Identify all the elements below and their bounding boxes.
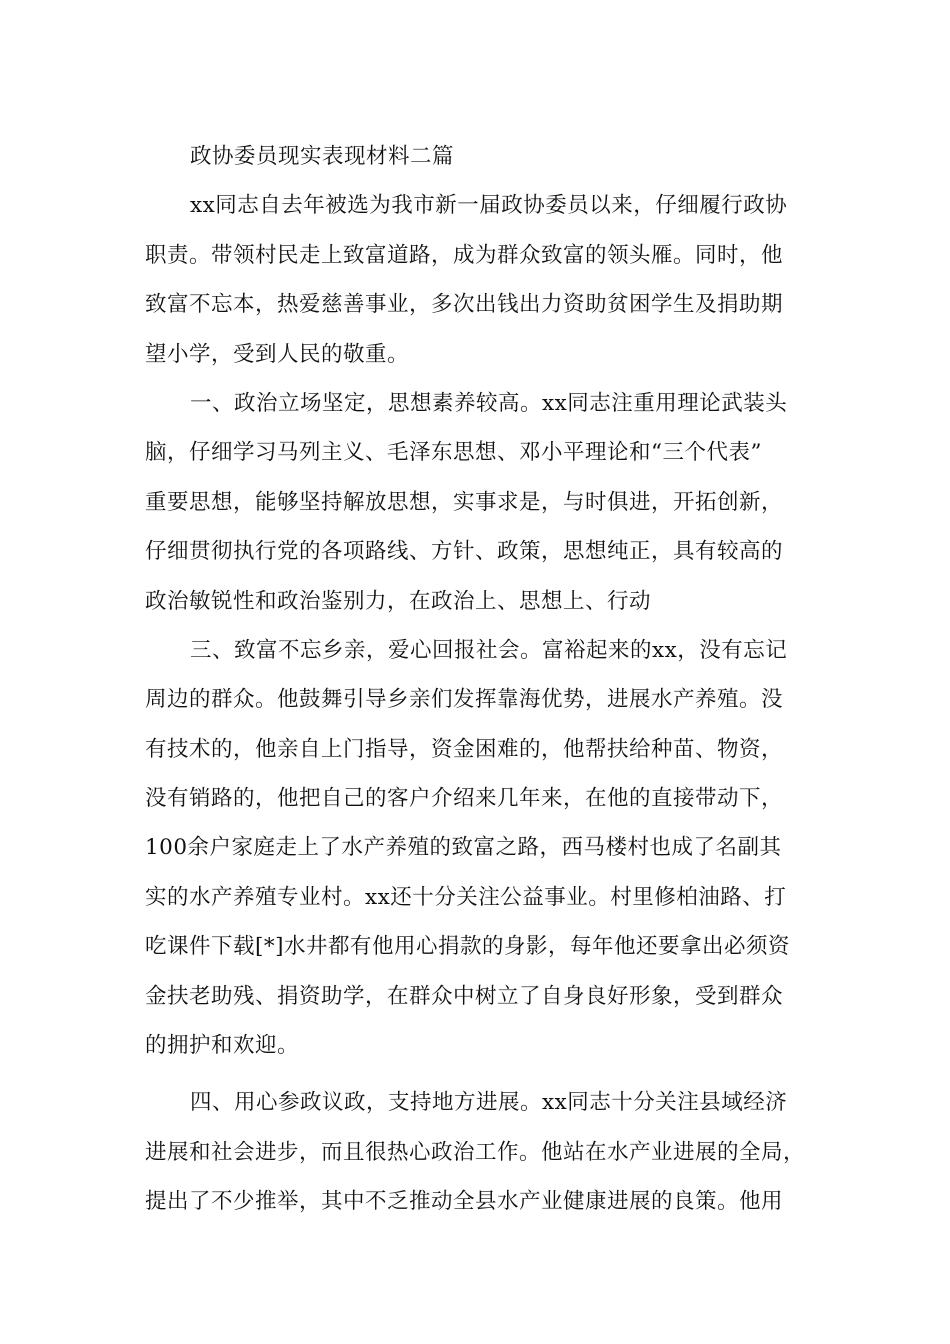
paragraph-line: 四、用心参政议政，支持地方进展。xx同志十分关注县域经济 [190, 1090, 788, 1116]
paragraph-line: 吃课件下载[*]水井都有他用心捐款的身影，每年他还要拿出必须资 [145, 934, 791, 960]
paragraph-line: 脑，仔细学习马列主义、毛泽东思想、邓小平理论和“三个代表” [145, 440, 762, 466]
paragraph-line: xx同志自去年被选为我市新一届政协委员以来，仔细履行政协 [190, 193, 788, 219]
paragraph-line: 的拥护和欢迎。 [145, 1033, 300, 1059]
paragraph-intro [145, 181, 827, 379]
document-title: 政协委员现实表现材料二篇 [190, 144, 455, 169]
paragraph-line: 三、致富不忘乡亲，爱心回报社会。富裕起来的xx，没有忘记 [190, 637, 788, 663]
paragraph-line: 一、政治立场坚定，思想素养较高。xx同志注重用理论武装头 [190, 390, 788, 416]
paragraph-line: 100余户家庭走上了水产养殖的致富之路，西马楼村也成了名副其 [145, 835, 782, 861]
paragraph-line: 提出了不少推举，其中不乏推动全县水产业健康进展的良策。他用 [145, 1189, 784, 1215]
paragraph-line: 没有销路的，他把自己的客户介绍来几年来，在他的直接带动下， [145, 786, 784, 812]
paragraph-participation [145, 1078, 827, 1226]
paragraph-line: 金扶老助残、捐资助学，在群众中树立了自身良好形象，受到群众 [145, 983, 784, 1009]
paragraph-line: 职责。带领村民走上致富道路，成为群众致富的领头雁。同时，他 [145, 242, 784, 268]
paragraph-line: 有技术的，他亲自上门指导，资金困难的，他帮扶给种苗、物资， [145, 736, 784, 762]
paragraph-line: 仔细贯彻执行党的各项路线、方针、政策，思想纯正，具有较高的 [145, 539, 784, 565]
paragraph-line: 进展和社会进步，而且很热心政治工作。他站在水产业进展的全局， [145, 1139, 806, 1165]
paragraph-line: 政治敏锐性和政治鉴别力，在政治上、思想上、行动 [145, 588, 652, 614]
paragraph-spacer [145, 1070, 827, 1078]
paragraph-line: 望小学，受到人民的敬重。 [145, 341, 410, 367]
document-body [145, 132, 827, 1227]
paragraph-line: 周边的群众。他鼓舞引导乡亲们发挥靠海优势，进展水产养殖。没 [145, 687, 784, 713]
paragraph-line: 实的水产养殖专业村。xx还十分关注公益事业。村里修柏油路、打 [145, 884, 787, 910]
paragraph-political-stance [145, 379, 827, 626]
paragraph-line: 重要思想，能够坚持解放思想，实事求是，与时俱进，开拓创新， [145, 489, 784, 515]
paragraph-line: 致富不忘本，热爱慈善事业，多次出钱出力资助贫困学生及捐助期 [145, 292, 784, 318]
paragraph-community [145, 626, 827, 1071]
